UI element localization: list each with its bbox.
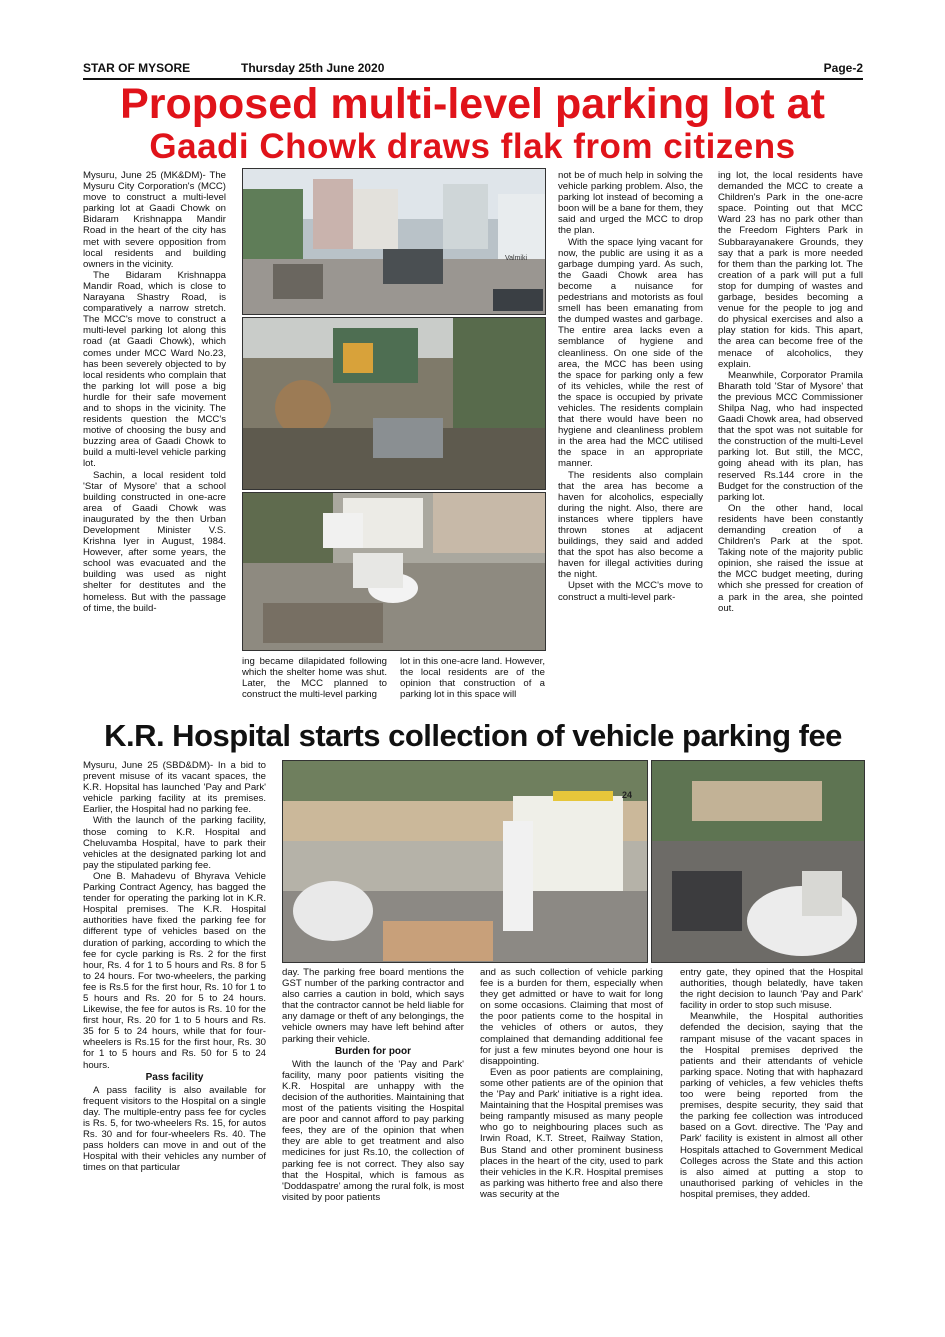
- subhead-burden-for-poor: Burden for poor: [334, 1045, 412, 1057]
- paragraph: Mysuru, June 25 (MK&DM)- The Mysuru City Corporation's (MCC) move to construct a multi-level parking lot at Gaadi Chowk on Bidaram Krishnappa Mandir Road in the heart of the city has met with severe opposition from local residents and building owners in the vicinity.: [83, 170, 226, 270]
- story1-column-2-bottom: [242, 656, 387, 700]
- paragraph: One B. Mahadevu of Bhyrava Vehicle Parking Contract Agency, has bagged the tender for operating the parking lot in K.R. Hospital premises. The K.R. Hospital authorities have fixed the parking fee for different type of vehicles based on the duration of parking, according to which the fee for cycle parking is Rs. 2 for the first hour, Rs. 4 for 1 to 5 hours and Rs. 8 for 5 to 24 hours. For two-wheelers, the parking fee is Rs.5 for the first hour, Rs. 10 for 1 to 5 hours and Rs. 20 for 5 to 24 hours. Likewise, the fee for autos is Rs. 10 for the first hour, Rs. 20 for 1 to 5 hours and Rs. 35 for 5 to 24 hours, while that for four-wheelers is Rs.15 for the first hour, Rs. 30 for 1 to 5 hours and Rs. 50 for 5 to 24 hours.: [83, 870, 266, 1071]
- story1-column-1: [83, 170, 226, 614]
- paragraph: With the launch of the parking facility, those coming to K.R. Hospital and Cheluvamba Hospital, have to park their vehicles at the designated parking lot and pay the stipulated parking fee.: [83, 815, 266, 871]
- photo-parked-vehicles-garbage: [242, 492, 546, 651]
- story2-column-3: [480, 967, 663, 1200]
- paragraph: and as such collection of vehicle parking fee is a burden for them, especially when they get admitted or have to wait for long on some occasions. Claiming that most of the poor patients come to the hospital in the vehicles of others or autos, they complained that demanding additional fee for just a few minutes beyond one hour is disappointing.: [480, 967, 663, 1067]
- issue-date: Thursday 25th June 2020: [241, 61, 385, 75]
- photo-board-text: 24: [622, 790, 633, 800]
- paragraph: Meanwhile, Corporator Pramila Bharath told 'Star of Mysore' that the previous MCC Commissioner Shilpa Nag, who had inspected Gaadi Chowk area, had observed that the spot was not suitable for the construction of the multi-Level parking lot. But still, the MCC, going ahead with its plan, has reserved Rs.144 crore in the Budget for the construction of the parking lot.: [718, 369, 863, 503]
- paragraph: Sachin, a local resident told 'Star of Mysore' that a school building constructed in one-acre area of Gaadi Chowk was inaugurated by the then Urban Development Minister V.S. Krishna Iyer in August, 1984. However, after some years, the school was evacuated and the building was used as night shelter for destitutes and the homeless. But with the passage of time, the build-: [83, 469, 226, 614]
- paragraph: With the launch of the 'Pay and Park' facility, many poor patients visiting the K.R. Hospital are unhappy with the decision of the authorities. Maintaining that most of the patients visiting the Hospital are poor and cannot afford to pay parking fees, they are of the opinion that when they are able to get treatment and also medicines for just Rs.10, the collection of parking fee is not correct. They also say that the Hospital, which is famous as 'Doddaspatre' among the rural folk, is most visited by poor patients: [282, 1058, 464, 1203]
- paragraph: The Bidaram Krishnappa Mandir Road, which is close to Narayana Shastry Road, is comparatively a narrow stretch. The MCC's move to construct a multi-level parking lot along this road (at Gaadi Chowk), which comes under MCC Ward No.23, has been severely objected to by local residents who complain that the parking lot will pose a big hurdle for their safe movement and to shops in the vicinity. The residents question the MCC's motive of choosing the busy and buzzing area of Gaadi Chowk to build a multi-level vehicle parking lot.: [83, 269, 226, 470]
- story2-column-1: [83, 760, 266, 1173]
- subhead-pass-facility: Pass facility: [145, 1071, 204, 1083]
- photo-gaadi-chowk-street: [242, 168, 546, 315]
- story2-column-4: [680, 967, 863, 1200]
- paragraph: ing became dilapidated following which the shelter home was shut. Later, the MCC planned to construct the multi-level parking: [242, 656, 387, 701]
- page-number: Page-2: [823, 61, 863, 75]
- paragraph: Upset with the MCC's move to construct a multi-level park-: [558, 580, 703, 603]
- story1-column-5: [718, 170, 863, 614]
- paragraph: The residents also complain that the area has become a haven for alcoholics, especially during the night. Also, there are instances where tipplers have thrown stones at adjacent buildings, they said and added that the spot has also become a haven for illegal activities during the night.: [558, 469, 703, 581]
- publication-name: STAR OF MYSORE: [83, 61, 191, 75]
- paragraph: Mysuru, June 25 (SBD&DM)- In a bid to prevent misuse of its vacant spaces, the K.R. Hopsital has launched 'Pay and Park' vehicle parking facility at its premises. Earlier, the Hospital had no parking fee.: [83, 760, 266, 816]
- story1-column-4: [558, 170, 703, 603]
- paragraph: ing lot, the local residents have demanded the MCC to create a Children's Park in the one-acre space. Pointing out that MCC Ward 23 has no park other than the Freedom Fighters Park in Subbarayanakere Grounds, they say that a park is more needed for them than the parking lot. The creation of a park will put a full stop for dumping of wastes and garbage, besides becoming a venue for the people to jog and do physical exercises and also a play station for kids. This apart, the area can become free of the menace of alcoholics, they explain.: [718, 170, 863, 370]
- paragraph: entry gate, they opined that the Hospital authorities, though belatedly, have taken the right decision to launch 'Pay and Park' facility in order to stop such misuse.: [680, 967, 863, 1012]
- story1-column-3-bottom: [400, 656, 545, 700]
- paragraph: Meanwhile, the Hospital authorities defended the decision, saying that the rampant misuse of the vacant spaces in the Hospital premises deprived the patients and their attendants of vehicle parking space. Noting that with haphazard parking of vehicles, a few vehicles thefts too were being reported from the premises, despite security, they said that the parking fee collection was introduced based on a Govt. directive. The 'Pay and Park' facility is existent in almost all other Hospitals attached to Government Medical Colleges across the State and this action is also aimed at putting a stop to unauthorised parking of vehicles in the hospital premises, they added.: [680, 1011, 863, 1200]
- story2-column-2: [282, 967, 464, 1203]
- paragraph: not be of much help in solving the vehicle parking problem. Also, the parking lot instead of becoming a boon will be a bane for them, they said and urged the MCC to drop the plan.: [558, 170, 703, 237]
- photo-garbage-dump: [242, 317, 546, 490]
- story2-headline: K.R. Hospital starts collection of vehicle parking fee: [104, 718, 842, 753]
- paragraph: Even as poor patients are complaining, some other patients are of the opinion that the 'Pay and Park' initiative is a right idea. Maintaining that the Hospital premises was being rampantly misused as many people who go to neighbouring places such as Irwin Road, K.T. Street, Railway Station, Bus Stand and other prominent business places in the heart of the city, used to park their vehicles in the K.R. Hospital premises as parking was hitherto free and also there was security at the: [480, 1066, 663, 1200]
- paragraph: With the space lying vacant for now, the public are using it as a garbage dumping yard. As such, the Gaadi Chowk area has become a nuisance for pedestrians and motorists as foul smell has been emanating from the dumped wastes and garbage. The entire area lacks even a semblance of hygiene and cleanliness. On one side of the area, the MCC has been using the space for parking only a few of its vehicles, while the rest of the space is occupied by private vehicles. The residents complain that there would have been no hygiene and cleanliness problem in the area had the MCC utilised the space in an appropriate manner.: [558, 236, 703, 470]
- paragraph: day. The parking free board mentions the GST number of the parking contractor and also carries a caution in bold, which says that the contractor cannot be held liable for any damage or theft of any belongings, the vehicle owners may have left behind after parking their vehicle.: [282, 967, 464, 1045]
- photo-parked-scooters: [651, 760, 865, 963]
- paragraph: lot in this one-acre land. However, the local residents are of the opinion that construction of a parking lot in this space will: [400, 656, 545, 701]
- masthead: [83, 60, 863, 80]
- story1-headline-line1: Proposed multi-level parking lot at: [120, 80, 825, 128]
- photo-sign-text: Valmiki: [505, 255, 528, 262]
- paragraph: On the other hand, local residents have been constantly demanding creation of a Children's Park at the spot. Taking note of the majority public opinion, she raised the issue at the MCC budget meeting, during which she pressed for creation of a park in the area, she pointed out.: [718, 502, 863, 614]
- photo-parking-fee-collection: [282, 760, 648, 963]
- paragraph: A pass facility is also available for frequent visitors to the Hospital on a single day. The multiple-entry pass fee for cycles is Rs. 5, for two-wheelers Rs. 15, for autos Rs. 30 and for four-wheelers Rs. 40. The pass holders can move in and out of the Hospital with their vehicles any number of times on that particular: [83, 1084, 266, 1174]
- story1-headline-line2: Gaadi Chowk draws flak from citizens: [149, 127, 796, 166]
